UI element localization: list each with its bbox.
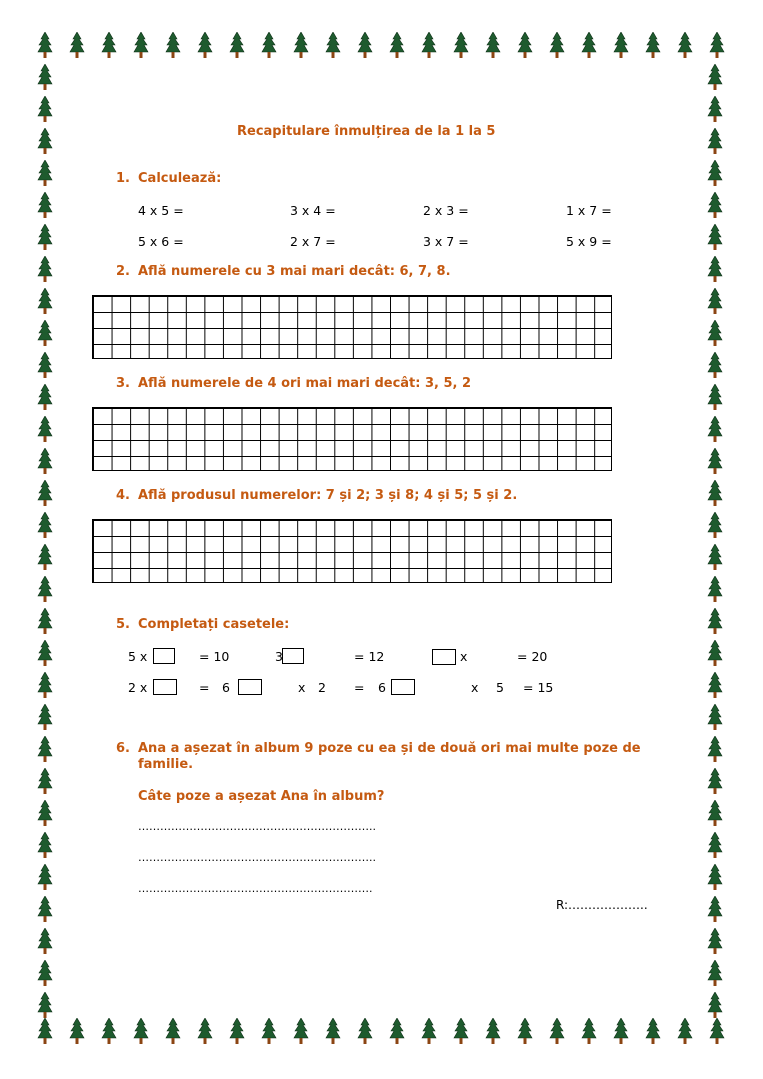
equation-text: = 20 xyxy=(517,649,548,664)
pine-tree-icon xyxy=(421,32,437,60)
equation-text: 5 x xyxy=(128,649,148,664)
pine-tree-icon xyxy=(325,1018,341,1046)
equation-text: = 12 xyxy=(354,649,385,664)
pine-tree-icon xyxy=(37,384,53,412)
pine-tree-icon xyxy=(707,864,723,892)
question-text: Calculează: xyxy=(138,171,222,186)
equation-text: 6 xyxy=(378,680,386,695)
question-text-continued: familie. xyxy=(138,757,194,772)
pine-tree-icon xyxy=(37,608,53,636)
question-number: 6. xyxy=(116,741,130,756)
equation-text: x xyxy=(471,680,479,695)
pine-tree-icon xyxy=(707,672,723,700)
question-number: 3. xyxy=(116,376,130,391)
exercise: 2 x 3 = xyxy=(423,203,469,218)
pine-tree-icon xyxy=(37,768,53,796)
exercise: 5 x 9 = xyxy=(566,234,612,249)
equation-text: = 10 xyxy=(199,649,230,664)
pine-tree-icon xyxy=(37,832,53,860)
pine-tree-icon xyxy=(37,160,53,188)
pine-tree-icon xyxy=(37,512,53,540)
pine-tree-icon xyxy=(165,32,181,60)
answer-grid[interactable] xyxy=(92,519,612,583)
pine-tree-icon xyxy=(69,32,85,60)
pine-tree-icon xyxy=(261,1018,277,1046)
pine-tree-icon xyxy=(261,32,277,60)
result-line[interactable]: R:……………….. xyxy=(556,898,648,912)
pine-tree-icon xyxy=(165,1018,181,1046)
pine-tree-icon xyxy=(485,1018,501,1046)
pine-tree-icon xyxy=(707,800,723,828)
exercise: 5 x 6 = xyxy=(138,234,184,249)
pine-tree-icon xyxy=(293,32,309,60)
pine-tree-icon xyxy=(707,544,723,572)
equation-text: 3 xyxy=(275,649,283,664)
pine-tree-icon xyxy=(37,544,53,572)
pine-tree-icon xyxy=(229,1018,245,1046)
question-text: Află numerele de 4 ori mai mari decât: 3, 5, 2 xyxy=(138,376,472,391)
question-text: Ana a așezat în album 9 poze cu ea și de două ori mai multe poze de xyxy=(138,741,641,756)
pine-tree-icon xyxy=(517,1018,533,1046)
equation-text: = 15 xyxy=(523,680,554,695)
pine-tree-icon xyxy=(69,1018,85,1046)
pine-tree-icon xyxy=(707,960,723,988)
equation-text: 2 x xyxy=(128,680,148,695)
pine-tree-icon xyxy=(707,288,723,316)
answer-box[interactable] xyxy=(238,679,262,695)
question-3 xyxy=(116,376,471,391)
pine-tree-icon xyxy=(37,192,53,220)
question-6 xyxy=(116,741,641,756)
pine-tree-icon xyxy=(37,992,53,1020)
pine-tree-icon xyxy=(197,1018,213,1046)
pine-tree-icon xyxy=(709,1018,725,1046)
pine-tree-icon xyxy=(707,416,723,444)
answer-line[interactable]: ………………………………………………………. xyxy=(138,882,373,895)
pine-tree-icon xyxy=(421,1018,437,1046)
pine-tree-icon xyxy=(707,768,723,796)
pine-tree-icon xyxy=(37,224,53,252)
pine-tree-icon xyxy=(581,1018,597,1046)
equation-text: 5 xyxy=(496,680,504,695)
question-text: Află numerele cu 3 mai mari decât: 6, 7, 8. xyxy=(138,264,451,279)
pine-tree-icon xyxy=(707,224,723,252)
pine-tree-icon xyxy=(517,32,533,60)
pine-tree-icon xyxy=(549,1018,565,1046)
pine-tree-icon xyxy=(389,1018,405,1046)
pine-tree-icon xyxy=(37,256,53,284)
pine-tree-icon xyxy=(229,32,245,60)
exercise: 3 x 7 = xyxy=(423,234,469,249)
pine-tree-icon xyxy=(357,32,373,60)
pine-tree-icon xyxy=(133,1018,149,1046)
question-4 xyxy=(116,488,517,503)
answer-box[interactable] xyxy=(282,648,304,664)
pine-tree-icon xyxy=(37,736,53,764)
pine-tree-icon xyxy=(707,192,723,220)
pine-tree-icon xyxy=(677,1018,693,1046)
answer-box[interactable] xyxy=(153,648,175,664)
pine-tree-icon xyxy=(707,736,723,764)
question-1 xyxy=(116,171,221,186)
pine-tree-icon xyxy=(707,96,723,124)
pine-tree-icon xyxy=(37,96,53,124)
question-number: 5. xyxy=(116,617,130,632)
answer-line[interactable]: ……………………………………………………….. xyxy=(138,820,376,833)
pine-tree-icon xyxy=(677,32,693,60)
pine-tree-icon xyxy=(707,448,723,476)
pine-tree-icon xyxy=(707,608,723,636)
pine-tree-icon xyxy=(549,32,565,60)
pine-tree-icon xyxy=(37,128,53,156)
exercise: 3 x 4 = xyxy=(290,203,336,218)
answer-box[interactable] xyxy=(153,679,177,695)
pine-tree-icon xyxy=(707,992,723,1020)
pine-tree-icon xyxy=(707,896,723,924)
pine-tree-icon xyxy=(37,416,53,444)
equation-text: x xyxy=(298,680,306,695)
pine-tree-icon xyxy=(37,480,53,508)
answer-box[interactable] xyxy=(432,649,456,665)
pine-tree-icon xyxy=(37,864,53,892)
pine-tree-icon xyxy=(37,896,53,924)
answer-grid[interactable] xyxy=(92,407,612,471)
pine-tree-icon xyxy=(707,128,723,156)
equation-text: 6 xyxy=(222,680,230,695)
pine-tree-icon xyxy=(485,32,501,60)
exercise: 2 x 7 = xyxy=(290,234,336,249)
pine-tree-icon xyxy=(707,320,723,348)
pine-tree-icon xyxy=(645,1018,661,1046)
pine-tree-icon xyxy=(707,384,723,412)
pine-tree-icon xyxy=(613,32,629,60)
answer-grid[interactable] xyxy=(92,295,612,359)
pine-tree-icon xyxy=(453,32,469,60)
pine-tree-icon xyxy=(707,160,723,188)
pine-tree-icon xyxy=(37,32,53,60)
exercise: 4 x 5 = xyxy=(138,203,184,218)
pine-tree-icon xyxy=(37,576,53,604)
pine-tree-icon xyxy=(37,288,53,316)
exercise: 1 x 7 = xyxy=(566,203,612,218)
pine-tree-icon xyxy=(707,640,723,668)
pine-tree-icon xyxy=(357,1018,373,1046)
question-text: Află produsul numerelor: 7 și 2; 3 și 8; 4 și 5; 5 și 2. xyxy=(138,488,518,503)
pine-tree-icon xyxy=(707,704,723,732)
problem-question: Câte poze a așezat Ana în album? xyxy=(138,789,385,804)
pine-tree-icon xyxy=(37,928,53,956)
pine-tree-icon xyxy=(645,32,661,60)
equation-text: = xyxy=(354,680,365,695)
pine-tree-icon xyxy=(707,256,723,284)
pine-tree-icon xyxy=(707,480,723,508)
question-5 xyxy=(116,617,289,632)
equation-text: x xyxy=(460,649,468,664)
pine-tree-icon xyxy=(37,960,53,988)
pine-tree-icon xyxy=(707,832,723,860)
question-number: 4. xyxy=(116,488,130,503)
pine-tree-icon xyxy=(37,704,53,732)
answer-line[interactable]: ……………………………………………………….. xyxy=(138,851,376,864)
pine-tree-icon xyxy=(197,32,213,60)
pine-tree-icon xyxy=(101,32,117,60)
pine-tree-icon xyxy=(613,1018,629,1046)
pine-tree-icon xyxy=(37,448,53,476)
pine-tree-icon xyxy=(133,32,149,60)
pine-tree-icon xyxy=(37,640,53,668)
pine-tree-icon xyxy=(581,32,597,60)
equation-text: = xyxy=(199,680,210,695)
pine-tree-icon xyxy=(707,576,723,604)
pine-tree-icon xyxy=(707,64,723,92)
question-number: 2. xyxy=(116,264,130,279)
pine-tree-icon xyxy=(389,32,405,60)
pine-tree-icon xyxy=(37,64,53,92)
question-number: 1. xyxy=(116,171,130,186)
pine-tree-icon xyxy=(37,320,53,348)
pine-tree-icon xyxy=(709,32,725,60)
pine-tree-icon xyxy=(37,800,53,828)
question-2 xyxy=(116,264,451,279)
equation-text: 2 xyxy=(318,680,326,695)
pine-tree-icon xyxy=(707,512,723,540)
pine-tree-icon xyxy=(325,32,341,60)
pine-tree-icon xyxy=(37,672,53,700)
answer-box[interactable] xyxy=(391,679,415,695)
pine-tree-icon xyxy=(101,1018,117,1046)
pine-tree-icon xyxy=(37,352,53,380)
pine-tree-icon xyxy=(707,352,723,380)
page-title: Recapitulare înmulțirea de la 1 la 5 xyxy=(237,124,496,139)
pine-tree-icon xyxy=(293,1018,309,1046)
question-text: Completați casetele: xyxy=(138,617,290,632)
pine-tree-icon xyxy=(37,1018,53,1046)
pine-tree-icon xyxy=(453,1018,469,1046)
pine-tree-icon xyxy=(707,928,723,956)
